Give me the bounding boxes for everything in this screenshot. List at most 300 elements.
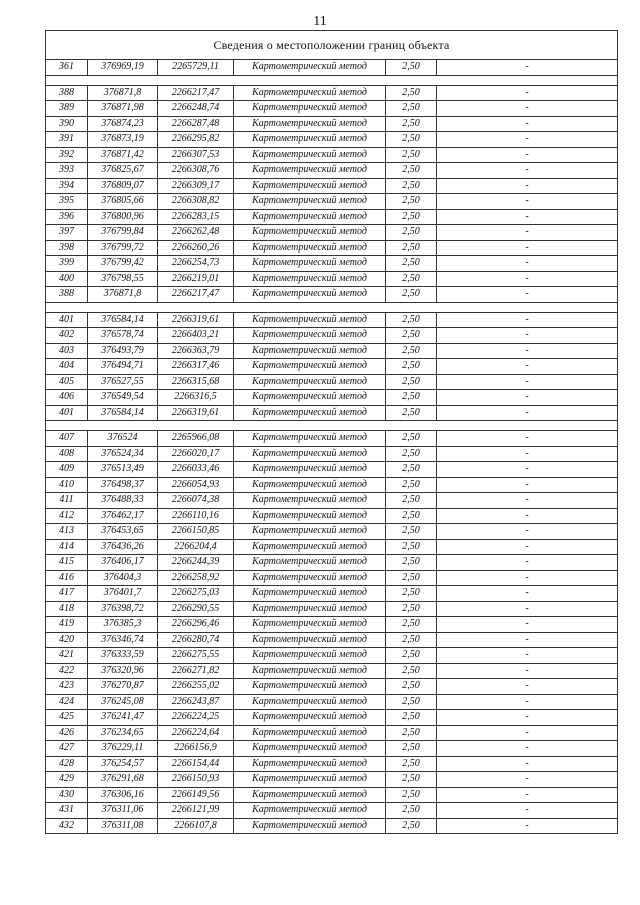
table-row (46, 240, 618, 256)
coord-y-cell: 2266275,03 (158, 586, 234, 602)
point-number-cell: 413 (46, 524, 88, 540)
group-separator (46, 302, 618, 312)
method-cell: Картометрический метод (234, 632, 386, 648)
coord-x-cell: 376254,57 (88, 756, 158, 772)
coord-x-cell: 376799,42 (88, 256, 158, 272)
method-cell: Картометрический метод (234, 194, 386, 210)
coord-x-cell: 376291,68 (88, 772, 158, 788)
coord-y-cell: 2266254,73 (158, 256, 234, 272)
table-row (46, 818, 618, 834)
note-cell: - (437, 390, 618, 406)
table-row (46, 648, 618, 664)
method-cell: Картометрический метод (234, 756, 386, 772)
note-cell: - (437, 617, 618, 633)
method-cell: Картометрический метод (234, 240, 386, 256)
method-cell: Картометрический метод (234, 132, 386, 148)
table-title-row (46, 31, 618, 60)
table-row (46, 194, 618, 210)
method-cell: Картометрический метод (234, 178, 386, 194)
accuracy-cell: 2,50 (386, 85, 437, 101)
accuracy-cell: 2,50 (386, 679, 437, 695)
coord-y-cell: 2266363,79 (158, 343, 234, 359)
method-cell: Картометрический метод (234, 374, 386, 390)
accuracy-cell: 2,50 (386, 209, 437, 225)
point-number-cell: 408 (46, 446, 88, 462)
coord-x-cell: 376873,19 (88, 132, 158, 148)
point-number-cell: 409 (46, 462, 88, 478)
method-cell: Картометрический метод (234, 225, 386, 241)
note-cell: - (437, 209, 618, 225)
page-number: 11 (313, 14, 327, 29)
accuracy-cell: 2,50 (386, 60, 437, 76)
method-cell: Картометрический метод (234, 493, 386, 509)
note-cell: - (437, 601, 618, 617)
accuracy-cell: 2,50 (386, 194, 437, 210)
coord-x-cell: 376524,34 (88, 446, 158, 462)
table-row (46, 477, 618, 493)
method-cell: Картометрический метод (234, 617, 386, 633)
point-number-cell: 394 (46, 178, 88, 194)
method-cell: Картометрический метод (234, 343, 386, 359)
accuracy-cell: 2,50 (386, 163, 437, 179)
method-cell: Картометрический метод (234, 85, 386, 101)
accuracy-cell: 2,50 (386, 632, 437, 648)
point-number-cell: 421 (46, 648, 88, 664)
coord-x-cell: 376874,23 (88, 116, 158, 132)
accuracy-cell: 2,50 (386, 312, 437, 328)
coord-y-cell: 2265729,11 (158, 60, 234, 76)
table-row (46, 570, 618, 586)
coord-y-cell: 2266295,82 (158, 132, 234, 148)
coord-x-cell: 376799,72 (88, 240, 158, 256)
note-cell: - (437, 85, 618, 101)
point-number-cell: 427 (46, 741, 88, 757)
accuracy-cell: 2,50 (386, 725, 437, 741)
accuracy-cell: 2,50 (386, 539, 437, 555)
coord-x-cell: 376401,7 (88, 586, 158, 602)
method-cell: Картометрический метод (234, 328, 386, 344)
note-cell: - (437, 163, 618, 179)
coord-x-cell: 376798,55 (88, 271, 158, 287)
coord-y-cell: 2266316,5 (158, 390, 234, 406)
coord-y-cell: 2266243,87 (158, 694, 234, 710)
method-cell: Картометрический метод (234, 803, 386, 819)
point-number-cell: 396 (46, 209, 88, 225)
coord-x-cell: 376406,17 (88, 555, 158, 571)
accuracy-cell: 2,50 (386, 390, 437, 406)
coord-y-cell: 2266290,55 (158, 601, 234, 617)
table-row (46, 741, 618, 757)
point-number-cell: 414 (46, 539, 88, 555)
coord-y-cell: 2266107,8 (158, 818, 234, 834)
coord-x-cell: 376498,37 (88, 477, 158, 493)
method-cell: Картометрический метод (234, 256, 386, 272)
table-row (46, 431, 618, 447)
accuracy-cell: 2,50 (386, 586, 437, 602)
coord-y-cell: 2266315,68 (158, 374, 234, 390)
point-number-cell: 416 (46, 570, 88, 586)
point-number-cell: 417 (46, 586, 88, 602)
coord-x-cell: 376270,87 (88, 679, 158, 695)
coord-x-cell: 376578,74 (88, 328, 158, 344)
coord-x-cell: 376320,96 (88, 663, 158, 679)
accuracy-cell: 2,50 (386, 663, 437, 679)
coord-x-cell: 376436,26 (88, 539, 158, 555)
separator-cell (46, 75, 618, 85)
coord-y-cell: 2266308,76 (158, 163, 234, 179)
coord-x-cell: 376871,98 (88, 101, 158, 117)
note-cell: - (437, 446, 618, 462)
point-number-cell: 395 (46, 194, 88, 210)
accuracy-cell: 2,50 (386, 132, 437, 148)
coord-x-cell: 376805,66 (88, 194, 158, 210)
note-cell: - (437, 60, 618, 76)
method-cell: Картометрический метод (234, 508, 386, 524)
point-number-cell: 388 (46, 85, 88, 101)
method-cell: Картометрический метод (234, 287, 386, 303)
note-cell: - (437, 132, 618, 148)
coord-x-cell: 376346,74 (88, 632, 158, 648)
accuracy-cell: 2,50 (386, 787, 437, 803)
coord-y-cell: 2266020,17 (158, 446, 234, 462)
coord-y-cell: 2266110,16 (158, 508, 234, 524)
coord-x-cell: 376493,79 (88, 343, 158, 359)
coord-y-cell: 2266283,15 (158, 209, 234, 225)
accuracy-cell: 2,50 (386, 101, 437, 117)
coord-x-cell: 376404,3 (88, 570, 158, 586)
point-number-cell: 400 (46, 271, 88, 287)
point-number-cell: 399 (46, 256, 88, 272)
accuracy-cell: 2,50 (386, 508, 437, 524)
coord-x-cell: 376527,55 (88, 374, 158, 390)
table-row (46, 390, 618, 406)
coord-y-cell: 2266319,61 (158, 312, 234, 328)
coord-x-cell: 376488,33 (88, 493, 158, 509)
point-number-cell: 361 (46, 60, 88, 76)
point-number-cell: 389 (46, 101, 88, 117)
accuracy-cell: 2,50 (386, 287, 437, 303)
note-cell: - (437, 343, 618, 359)
point-number-cell: 405 (46, 374, 88, 390)
table-row (46, 312, 618, 328)
table-row (46, 710, 618, 726)
point-number-cell: 398 (46, 240, 88, 256)
accuracy-cell: 2,50 (386, 756, 437, 772)
point-number-cell: 423 (46, 679, 88, 695)
table-row (46, 101, 618, 117)
table-row (46, 586, 618, 602)
note-cell: - (437, 772, 618, 788)
note-cell: - (437, 663, 618, 679)
coord-x-cell: 376234,65 (88, 725, 158, 741)
table-row (46, 178, 618, 194)
table-row (46, 225, 618, 241)
table-row (46, 85, 618, 101)
table-row (46, 446, 618, 462)
note-cell: - (437, 710, 618, 726)
note-cell: - (437, 312, 618, 328)
table-row (46, 524, 618, 540)
coord-y-cell: 2266258,92 (158, 570, 234, 586)
point-number-cell: 401 (46, 312, 88, 328)
table-row (46, 617, 618, 633)
point-number-cell: 390 (46, 116, 88, 132)
coord-x-cell: 376385,3 (88, 617, 158, 633)
accuracy-cell: 2,50 (386, 225, 437, 241)
accuracy-cell: 2,50 (386, 359, 437, 375)
point-number-cell: 426 (46, 725, 88, 741)
coord-y-cell: 2266260,26 (158, 240, 234, 256)
accuracy-cell: 2,50 (386, 477, 437, 493)
table-row (46, 60, 618, 76)
table-row (46, 147, 618, 163)
table-row (46, 555, 618, 571)
point-number-cell: 411 (46, 493, 88, 509)
coord-y-cell: 2266219,01 (158, 271, 234, 287)
coord-y-cell: 2266275,55 (158, 648, 234, 664)
accuracy-cell: 2,50 (386, 493, 437, 509)
coord-x-cell: 376241,47 (88, 710, 158, 726)
note-cell: - (437, 374, 618, 390)
note-cell: - (437, 359, 618, 375)
method-cell: Картометрический метод (234, 710, 386, 726)
method-cell: Картометрический метод (234, 772, 386, 788)
point-number-cell: 392 (46, 147, 88, 163)
point-number-cell: 420 (46, 632, 88, 648)
point-number-cell: 430 (46, 787, 88, 803)
accuracy-cell: 2,50 (386, 178, 437, 194)
accuracy-cell: 2,50 (386, 694, 437, 710)
coord-y-cell: 2266287,48 (158, 116, 234, 132)
coord-y-cell: 2266121,99 (158, 803, 234, 819)
table-row (46, 663, 618, 679)
note-cell: - (437, 586, 618, 602)
method-cell: Картометрический метод (234, 271, 386, 287)
accuracy-cell: 2,50 (386, 818, 437, 834)
table-row (46, 343, 618, 359)
note-cell: - (437, 524, 618, 540)
note-cell: - (437, 818, 618, 834)
coord-y-cell: 2266307,53 (158, 147, 234, 163)
method-cell: Картометрический метод (234, 787, 386, 803)
coord-x-cell: 376969,19 (88, 60, 158, 76)
table-row (46, 787, 618, 803)
method-cell: Картометрический метод (234, 101, 386, 117)
point-number-cell: 428 (46, 756, 88, 772)
table-row (46, 601, 618, 617)
note-cell: - (437, 555, 618, 571)
note-cell: - (437, 405, 618, 421)
point-number-cell: 418 (46, 601, 88, 617)
table-row (46, 328, 618, 344)
coord-x-cell: 376245,08 (88, 694, 158, 710)
method-cell: Картометрический метод (234, 539, 386, 555)
coord-y-cell: 2266308,82 (158, 194, 234, 210)
accuracy-cell: 2,50 (386, 524, 437, 540)
accuracy-cell: 2,50 (386, 116, 437, 132)
coord-x-cell: 376513,49 (88, 462, 158, 478)
point-number-cell: 388 (46, 287, 88, 303)
note-cell: - (437, 539, 618, 555)
point-number-cell: 410 (46, 477, 88, 493)
accuracy-cell: 2,50 (386, 431, 437, 447)
accuracy-cell: 2,50 (386, 446, 437, 462)
coord-y-cell: 2266054,93 (158, 477, 234, 493)
coord-y-cell: 2266217,47 (158, 85, 234, 101)
table-row (46, 679, 618, 695)
method-cell: Картометрический метод (234, 390, 386, 406)
table-row (46, 772, 618, 788)
coord-x-cell: 376306,16 (88, 787, 158, 803)
group-separator (46, 421, 618, 431)
coord-y-cell: 2266296,46 (158, 617, 234, 633)
accuracy-cell: 2,50 (386, 271, 437, 287)
coord-x-cell: 376584,14 (88, 405, 158, 421)
table-row (46, 493, 618, 509)
table-row (46, 462, 618, 478)
note-cell: - (437, 462, 618, 478)
point-number-cell: 432 (46, 818, 88, 834)
method-cell: Картометрический метод (234, 679, 386, 695)
accuracy-cell: 2,50 (386, 328, 437, 344)
method-cell: Картометрический метод (234, 147, 386, 163)
accuracy-cell: 2,50 (386, 803, 437, 819)
point-number-cell: 391 (46, 132, 88, 148)
accuracy-cell: 2,50 (386, 343, 437, 359)
coord-y-cell: 2266248,74 (158, 101, 234, 117)
coord-y-cell: 2266271,82 (158, 663, 234, 679)
coord-y-cell: 2266074,38 (158, 493, 234, 509)
coord-x-cell: 376799,84 (88, 225, 158, 241)
coord-x-cell: 376333,59 (88, 648, 158, 664)
coord-y-cell: 2266224,64 (158, 725, 234, 741)
table-row (46, 508, 618, 524)
method-cell: Картометрический метод (234, 477, 386, 493)
method-cell: Картометрический метод (234, 359, 386, 375)
note-cell: - (437, 493, 618, 509)
boundary-table (45, 30, 618, 834)
method-cell: Картометрический метод (234, 555, 386, 571)
table-row (46, 405, 618, 421)
coord-y-cell: 2266150,85 (158, 524, 234, 540)
accuracy-cell: 2,50 (386, 555, 437, 571)
coord-x-cell: 376809,07 (88, 178, 158, 194)
table-row (46, 632, 618, 648)
accuracy-cell: 2,50 (386, 710, 437, 726)
point-number-cell: 402 (46, 328, 88, 344)
coord-y-cell: 2266149,56 (158, 787, 234, 803)
coord-y-cell: 2266033,46 (158, 462, 234, 478)
note-cell: - (437, 431, 618, 447)
note-cell: - (437, 648, 618, 664)
coord-x-cell: 376584,14 (88, 312, 158, 328)
accuracy-cell: 2,50 (386, 741, 437, 757)
note-cell: - (437, 178, 618, 194)
coord-x-cell: 376871,8 (88, 85, 158, 101)
coord-x-cell: 376453,65 (88, 524, 158, 540)
note-cell: - (437, 725, 618, 741)
method-cell: Картометрический метод (234, 116, 386, 132)
coord-y-cell: 2266255,02 (158, 679, 234, 695)
note-cell: - (437, 756, 618, 772)
note-cell: - (437, 632, 618, 648)
method-cell: Картометрический метод (234, 446, 386, 462)
note-cell: - (437, 194, 618, 210)
table-row (46, 725, 618, 741)
point-number-cell: 393 (46, 163, 88, 179)
coord-x-cell: 376494,71 (88, 359, 158, 375)
accuracy-cell: 2,50 (386, 570, 437, 586)
coord-y-cell: 2266309,17 (158, 178, 234, 194)
coord-y-cell: 2266262,48 (158, 225, 234, 241)
note-cell: - (437, 679, 618, 695)
note-cell: - (437, 570, 618, 586)
coord-y-cell: 2266154,44 (158, 756, 234, 772)
point-number-cell: 415 (46, 555, 88, 571)
table-row (46, 287, 618, 303)
note-cell: - (437, 477, 618, 493)
accuracy-cell: 2,50 (386, 462, 437, 478)
table-row (46, 271, 618, 287)
boundary-table-body (46, 31, 618, 834)
table-row (46, 539, 618, 555)
point-number-cell: 406 (46, 390, 88, 406)
coord-y-cell: 2266150,93 (158, 772, 234, 788)
table-title: Сведения о местоположении границ объекта (46, 31, 618, 60)
coord-y-cell: 2266224,25 (158, 710, 234, 726)
note-cell: - (437, 101, 618, 117)
table-row (46, 116, 618, 132)
point-number-cell: 425 (46, 710, 88, 726)
note-cell: - (437, 271, 618, 287)
note-cell: - (437, 508, 618, 524)
table-row (46, 694, 618, 710)
accuracy-cell: 2,50 (386, 772, 437, 788)
coord-x-cell: 376462,17 (88, 508, 158, 524)
point-number-cell: 403 (46, 343, 88, 359)
method-cell: Картометрический метод (234, 818, 386, 834)
method-cell: Картометрический метод (234, 60, 386, 76)
note-cell: - (437, 328, 618, 344)
point-number-cell: 412 (46, 508, 88, 524)
table-row (46, 803, 618, 819)
coord-y-cell: 2266317,46 (158, 359, 234, 375)
method-cell: Картометрический метод (234, 648, 386, 664)
accuracy-cell: 2,50 (386, 256, 437, 272)
table-row (46, 359, 618, 375)
coord-y-cell: 2266319,61 (158, 405, 234, 421)
method-cell: Картометрический метод (234, 524, 386, 540)
note-cell: - (437, 287, 618, 303)
point-number-cell: 424 (46, 694, 88, 710)
point-number-cell: 429 (46, 772, 88, 788)
point-number-cell: 401 (46, 405, 88, 421)
coord-x-cell: 376871,8 (88, 287, 158, 303)
accuracy-cell: 2,50 (386, 405, 437, 421)
point-number-cell: 431 (46, 803, 88, 819)
accuracy-cell: 2,50 (386, 648, 437, 664)
coord-x-cell: 376825,67 (88, 163, 158, 179)
method-cell: Картометрический метод (234, 462, 386, 478)
table-row (46, 374, 618, 390)
table-row (46, 132, 618, 148)
method-cell: Картометрический метод (234, 163, 386, 179)
note-cell: - (437, 240, 618, 256)
method-cell: Картометрический метод (234, 312, 386, 328)
coord-y-cell: 2266156,9 (158, 741, 234, 757)
point-number-cell: 422 (46, 663, 88, 679)
coord-x-cell: 376800,96 (88, 209, 158, 225)
